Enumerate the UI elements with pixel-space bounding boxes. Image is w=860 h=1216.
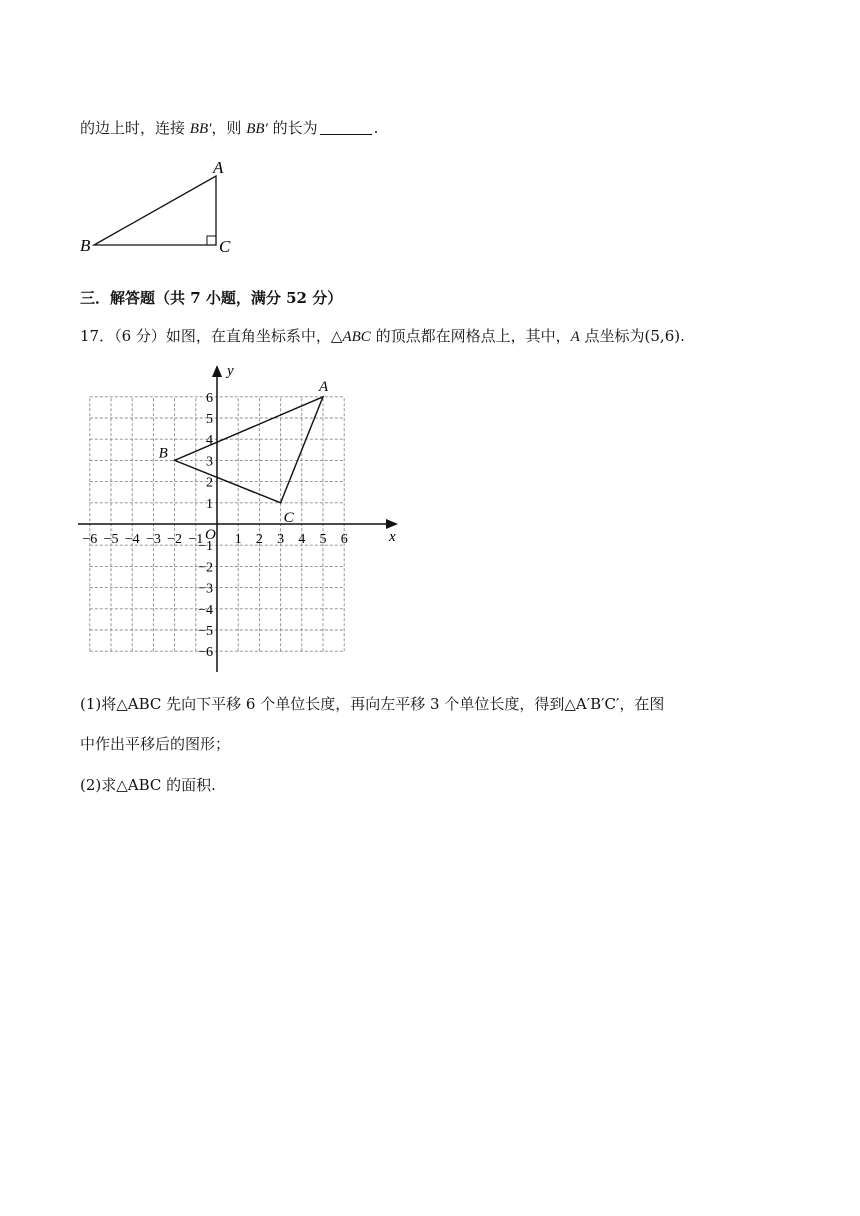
y-tick-label: −3 bbox=[198, 581, 213, 597]
y-tick-label: 5 bbox=[206, 412, 213, 427]
triangle-abc-shape bbox=[94, 176, 216, 245]
y-axis-label: y bbox=[227, 363, 234, 379]
q17-stem-part-c: 点坐标为(5,6). bbox=[584, 327, 685, 345]
q17-sub1-line1: (1)将△ABC 先向下平移 6 个单位长度，再向左平移 3 个单位长度，得到△A′B′C′，在图 bbox=[80, 695, 665, 713]
y-tick-label: −1 bbox=[198, 539, 213, 555]
segment-bb-prime-1: BB′ bbox=[189, 121, 212, 137]
x-tick-label: −5 bbox=[103, 532, 119, 547]
x-axis-arrow-icon bbox=[386, 519, 398, 529]
triangle-layer bbox=[159, 379, 329, 526]
q17-stem-part-a: 17．（6 分）如图，在直角坐标系中， bbox=[80, 327, 331, 345]
origin-label: O bbox=[205, 527, 216, 543]
y-tick-label: −6 bbox=[198, 645, 213, 661]
q17-sub2: (2)求△ABC 的面积. bbox=[80, 776, 216, 794]
x-tick-label: −1 bbox=[188, 532, 204, 547]
y-tick-label: 4 bbox=[206, 433, 213, 449]
triangle-abc-shape bbox=[175, 397, 323, 503]
x-tick-label: 3 bbox=[277, 532, 285, 547]
x-tick-label: 4 bbox=[298, 532, 306, 547]
y-axis-arrow-icon bbox=[212, 365, 222, 377]
vertex-label-c: C bbox=[283, 509, 294, 526]
q16-tail-text bbox=[80, 118, 378, 139]
q16-text-part2: ，则 bbox=[211, 119, 242, 137]
section-heading: 三．解答题（共 7 小题，满分 52 分） bbox=[80, 289, 343, 307]
tick-labels bbox=[82, 391, 347, 660]
right-angle-mark bbox=[207, 236, 216, 245]
y-tick-label: 6 bbox=[206, 390, 213, 406]
coordinate-grid-figure bbox=[70, 360, 410, 680]
y-tick-label: −2 bbox=[198, 560, 213, 576]
x-tick-label: 5 bbox=[319, 532, 327, 547]
x-tick-label: −3 bbox=[145, 532, 161, 547]
q16-text-part3: 的长为 bbox=[272, 119, 318, 137]
y-tick-label: 3 bbox=[206, 454, 213, 470]
q16-text-part1: 的边上时，连接 bbox=[80, 119, 186, 137]
x-axis-label: x bbox=[389, 529, 396, 545]
y-tick-label: −4 bbox=[198, 602, 213, 618]
q17-triangle-name: △ABC bbox=[330, 329, 371, 345]
segment-bb-prime-2: BB′ bbox=[246, 121, 268, 137]
y-tick-label: −5 bbox=[198, 624, 213, 639]
x-tick-label: −6 bbox=[82, 532, 98, 547]
vertex-label-a: A bbox=[319, 378, 329, 395]
vertex-label-c: C bbox=[219, 237, 231, 256]
x-tick-label: −4 bbox=[124, 532, 140, 547]
q17-stem-part-b: 的顶点都在网格点上，其中， bbox=[375, 327, 571, 345]
q16-text-end: . bbox=[373, 119, 379, 137]
right-triangle-figure bbox=[75, 150, 245, 260]
vertex-label-a: A bbox=[213, 158, 224, 177]
x-tick-label: 6 bbox=[340, 532, 348, 547]
x-tick-label: 2 bbox=[255, 532, 263, 547]
q17-sub1-line2: 中作出平移后的图形； bbox=[80, 735, 231, 753]
answer-blank bbox=[320, 120, 372, 135]
x-tick-label: 1 bbox=[234, 532, 242, 547]
q17-point-a: A bbox=[570, 329, 580, 345]
vertex-label-b: B bbox=[158, 445, 168, 462]
x-tick-label: −2 bbox=[167, 532, 183, 547]
y-tick-label: 1 bbox=[206, 496, 213, 512]
y-tick-label: 2 bbox=[206, 475, 213, 491]
vertex-label-b: B bbox=[80, 236, 91, 255]
q17-stem bbox=[80, 326, 685, 347]
